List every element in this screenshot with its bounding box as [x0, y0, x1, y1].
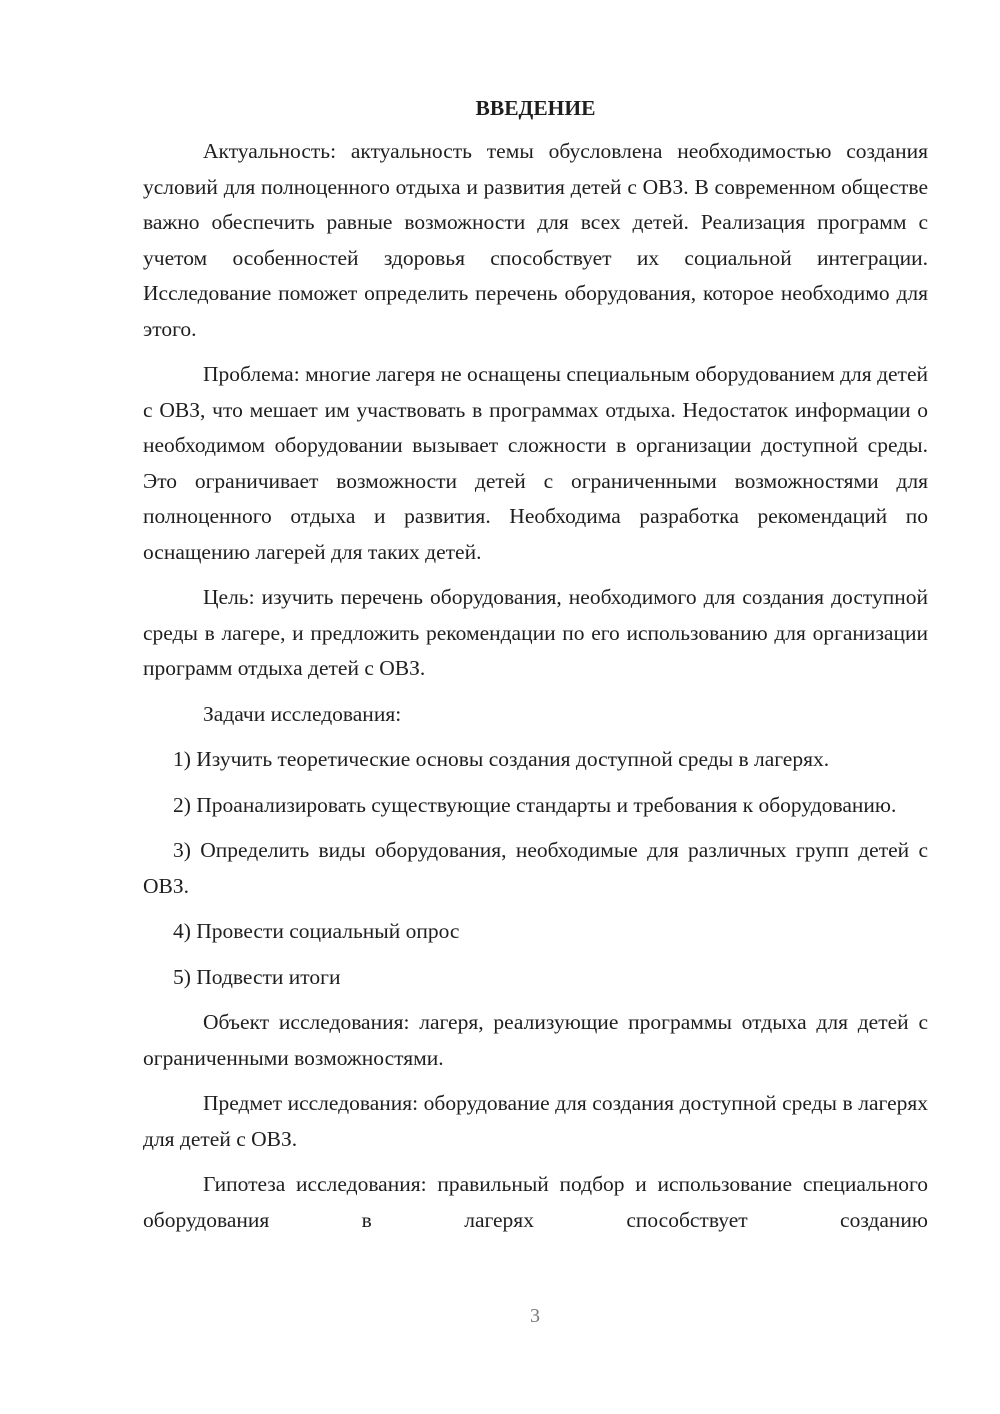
task-item: 4) Провести социальный опрос — [173, 919, 460, 943]
task-item: 2) Проанализировать существующие стандарты и требования к оборудованию. — [173, 792, 897, 817]
object-paragraph: Объект исследования: лагеря, реализующие программы отдыха для детей с ограниченными возможностями. — [143, 1010, 928, 1070]
page-content — [143, 90, 928, 1248]
task-item: 5) Подвести итоги — [173, 964, 341, 989]
subject-paragraph: Предмет исследования: оборудование для создания доступной среды в лагерях для детей с ОВЗ. — [143, 1091, 928, 1151]
hypothesis-paragraph: Гипотеза исследования: правильный подбор и использование специального оборудования в лагерях способствует созданию — [143, 1172, 928, 1232]
task-item: 3) Определить виды оборудования, необходимые для различных групп детей с ОВЗ. — [143, 838, 928, 898]
problem-paragraph: Проблема: многие лагеря не оснащены специальным оборудованием для детей с ОВЗ, что мешает им участвовать в программах отдыха. Недостаток информации о необходимом оборудовании вызывает сложности в организации доступной среды. Это ограничивает возможности детей с ограниченными возможностями для полноценного отдыха и развития. Необходима разработка рекомендаций по оснащению лагерей для таких детей. — [143, 362, 928, 564]
page-number: 3 — [530, 1305, 540, 1327]
relevance-paragraph: Актуальность: актуальность темы обусловлена необходимостью создания условий для полноценного отдыха и развития детей с ОВЗ. В современном обществе важно обеспечить равные возможности для всех детей. Реализация программ с учетом особенностей здоровья способствует их социальной интеграции. Исследование поможет определить перечень оборудования, которое необходимо для этого. — [143, 139, 928, 341]
section-heading: ВВЕДЕНИЕ — [475, 96, 596, 120]
tasks-heading: Задачи исследования: — [203, 701, 402, 726]
task-item: 1) Изучить теоретические основы создания доступной среды в лагерях. — [173, 747, 830, 771]
goal-paragraph: Цель: изучить перечень оборудования, необходимого для создания доступной среды в лагере, и предложить рекомендации по его использованию для организации программ отдыха детей с ОВЗ. — [143, 585, 928, 680]
